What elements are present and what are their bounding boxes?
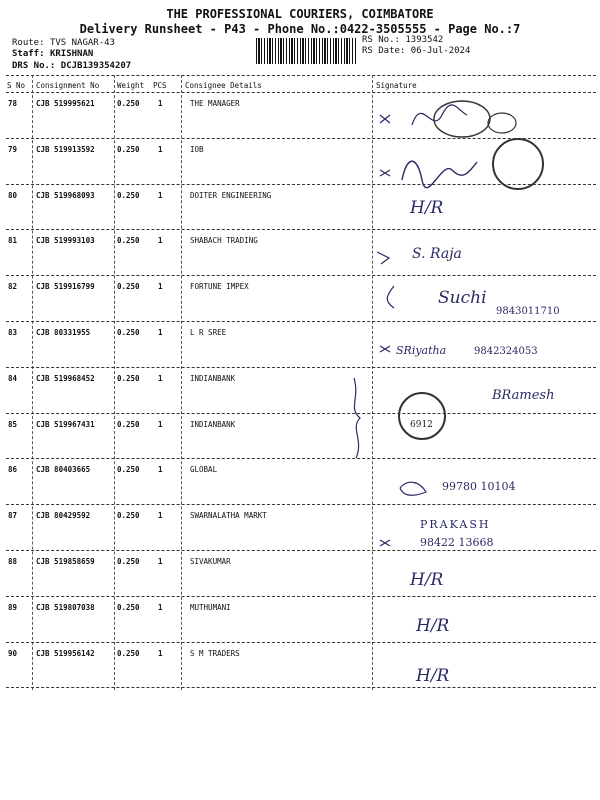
cell-consignee: INDIANBANK <box>190 419 236 429</box>
signature-81-text: S. Raja <box>412 246 462 262</box>
cell-consignee: MUTHUMANI <box>190 602 231 612</box>
signature-83 <box>372 324 596 370</box>
cell-pcs: 1 <box>158 373 163 383</box>
signature-81-mark <box>372 232 596 278</box>
signature-78-scribble <box>372 95 596 140</box>
cell-sno: 90 <box>8 648 18 658</box>
cell-weight: 0.250 <box>117 602 140 612</box>
signature-82-text: Suchi <box>438 288 487 308</box>
cell-sno: 86 <box>8 465 18 475</box>
cell-sno: 83 <box>8 328 18 337</box>
cell-consignment: CJB 519968093 <box>36 190 95 200</box>
signature-83-text: SRiyatha <box>396 344 447 357</box>
cell-consignee: IOB <box>190 144 204 154</box>
staff-line <box>12 49 93 59</box>
drs-value: DCJB139354207 <box>60 61 132 71</box>
cell-weight: 0.250 <box>117 236 140 246</box>
col-divider-pcs <box>181 75 182 690</box>
cell-consignment: CJB 519993103 <box>36 236 95 246</box>
signature-82 <box>372 278 596 324</box>
cell-weight: 0.250 <box>117 282 140 292</box>
seal-stamp-79 <box>492 138 544 190</box>
cell-consignee: SIVAKUMAR <box>190 557 231 566</box>
cell-pcs: 1 <box>158 511 163 521</box>
drs-line <box>12 61 131 71</box>
cell-consignment: CJB 519913592 <box>36 144 95 154</box>
col-header-consignment: Consignment No <box>36 81 100 90</box>
col-header-consignee: Consignee Details <box>185 81 262 90</box>
rs-date-line <box>362 46 470 56</box>
rs-no-line <box>362 35 443 45</box>
cell-pcs: 1 <box>158 557 163 566</box>
runsheet-subtitle: Delivery Runsheet - P43 - Phone No.:0422-3505555 - Page No.:7 <box>79 22 521 36</box>
cell-consignee: L R SREE <box>190 328 227 337</box>
cell-consignment: CJB 519858659 <box>36 557 95 566</box>
signature-90 <box>372 646 596 692</box>
col-header-sno: S No <box>7 81 26 90</box>
cell-weight: 0.250 <box>117 99 140 108</box>
route-value: TVS NAGAR-43 <box>49 38 115 48</box>
cell-pcs: 1 <box>158 328 163 337</box>
cell-weight: 0.250 <box>117 511 140 521</box>
signature-84-85 <box>372 370 596 462</box>
cell-consignment: CJB 80331955 <box>36 328 91 337</box>
signature-82-phone: 9843011710 <box>496 306 560 317</box>
signature-86 <box>372 462 596 508</box>
cell-consignee: FORTUNE IMPEX <box>190 282 249 292</box>
staff-value: KRISHNAN <box>49 49 94 59</box>
signature-89-text: H/R <box>416 616 450 636</box>
signature-87-phone: 98422 13668 <box>420 536 494 549</box>
cell-consignment: CJB 519956142 <box>36 648 95 658</box>
cell-sno: 85 <box>8 419 18 429</box>
cell-consignment: CJB 519968452 <box>36 373 95 383</box>
signature-83-phone: 9842324053 <box>474 346 538 357</box>
cell-sno: 78 <box>8 99 18 108</box>
drs-label: DRS No.: <box>12 61 56 71</box>
signature-88 <box>372 554 596 600</box>
cell-weight: 0.250 <box>117 648 140 658</box>
cell-weight: 0.250 <box>117 144 140 154</box>
signature-81 <box>372 232 596 278</box>
cell-consignee: THE MANAGER <box>190 99 240 108</box>
cell-weight: 0.250 <box>117 419 140 429</box>
signature-79 <box>372 140 596 188</box>
seal-stamp-84 <box>398 392 446 440</box>
cell-consignee: SHABACH TRADING <box>190 236 258 246</box>
cell-sno: 84 <box>8 373 18 383</box>
rs-no-value: 1393542 <box>405 35 444 45</box>
cell-sno: 80 <box>8 190 18 200</box>
signature-87-text: PRAKASH <box>420 518 491 531</box>
cell-sno: 88 <box>8 557 18 566</box>
signature-80-text: H/R <box>410 198 444 218</box>
cell-pcs: 1 <box>158 602 163 612</box>
cell-consignee: GLOBAL <box>190 465 218 475</box>
route-line <box>12 38 115 48</box>
signature-87 <box>372 508 596 554</box>
cell-pcs: 1 <box>158 236 163 246</box>
signature-80 <box>372 186 596 232</box>
cell-consignee: S M TRADERS <box>190 648 240 658</box>
cell-consignment: CJB 80403665 <box>36 465 91 475</box>
signature-88-text: H/R <box>410 570 444 590</box>
signature-78 <box>372 95 596 140</box>
rs-no-label: RS No.: <box>362 35 400 45</box>
signature-84-text: BRamesh <box>492 388 555 403</box>
cell-pcs: 1 <box>158 648 163 658</box>
cell-sno: 89 <box>8 602 18 612</box>
col-header-weight: Weight <box>117 81 145 90</box>
table-top-rule <box>6 75 596 76</box>
cell-consignment: CJB 519807038 <box>36 602 95 612</box>
staff-label: Staff: <box>12 49 45 59</box>
cell-pcs: 1 <box>158 99 163 108</box>
table-header-rule <box>6 92 596 93</box>
signature-84-stamp-no: 6912 <box>410 420 433 430</box>
cell-consignee: INDIANBANK <box>190 373 236 383</box>
col-header-pcs: PCS <box>153 81 167 90</box>
signature-90-text: H/R <box>416 666 450 686</box>
cell-sno: 79 <box>8 144 18 154</box>
cell-weight: 0.250 <box>117 190 140 200</box>
signature-89 <box>372 600 596 646</box>
col-divider-consignment <box>114 75 115 690</box>
cell-pcs: 1 <box>158 419 163 429</box>
cell-consignee: SWARNALATHA MARKT <box>190 511 267 521</box>
rs-date-value: 06-Jul-2024 <box>410 46 471 56</box>
cell-weight: 0.250 <box>117 465 140 475</box>
cell-sno: 82 <box>8 282 18 292</box>
cell-pcs: 1 <box>158 282 163 292</box>
col-header-signature: Signature <box>376 81 417 90</box>
cell-weight: 0.250 <box>117 373 140 383</box>
cell-sno: 87 <box>8 511 18 521</box>
cell-weight: 0.250 <box>117 328 140 337</box>
cell-weight: 0.250 <box>117 557 140 566</box>
drs-barcode <box>256 38 356 64</box>
cell-consignment: CJB 519916799 <box>36 282 95 292</box>
signature-86-phone: 99780 10104 <box>442 480 516 493</box>
company-title: THE PROFESSIONAL COURIERS, COIMBATORE <box>166 7 434 21</box>
signature-79-scribble <box>372 140 596 188</box>
cell-pcs: 1 <box>158 190 163 200</box>
cell-consignee: DOITER ENGINEERING <box>190 190 272 200</box>
route-label: Route: <box>12 38 45 48</box>
cell-pcs: 1 <box>158 465 163 475</box>
cell-pcs: 1 <box>158 144 163 154</box>
cell-consignment: CJB 80429592 <box>36 511 91 521</box>
cell-consignment: CJB 519967431 <box>36 419 95 429</box>
rs-date-label: RS Date: <box>362 46 406 56</box>
cell-sno: 81 <box>8 236 18 246</box>
cell-consignment: CJB 519995621 <box>36 99 95 108</box>
col-divider-sno <box>32 75 33 690</box>
